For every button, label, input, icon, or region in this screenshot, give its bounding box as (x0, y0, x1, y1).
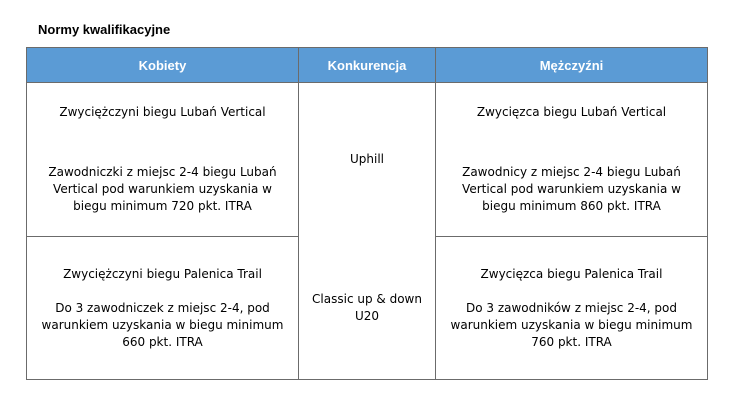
women-classic-cell (27, 237, 299, 380)
header-event: Konkurencja (299, 48, 436, 83)
table-row (27, 237, 708, 380)
men-classic-winner: Zwycięzca biegu Palenica Trail (480, 266, 663, 281)
men-uphill-places: Zawodnicy z miejsc 2-4 biegu Lubań Vertical pod warunkiem uzyskania w biegu minimum 860 pkt. ITRA (436, 143, 708, 237)
men-classic-cell (436, 237, 708, 380)
header-row (27, 48, 708, 83)
event-uphill: Uphill (299, 83, 436, 237)
women-uphill-places: Zawodniczki z miejsc 2-4 biegu Lubań Vertical pod warunkiem uzyskania w biegu minimum 720 pkt. ITRA (27, 143, 299, 237)
header-women: Kobiety (27, 48, 299, 83)
table-row (27, 83, 708, 143)
women-uphill-winner: Zwyciężczyni biegu Lubań Vertical (27, 83, 299, 143)
men-uphill-winner: Zwycięzca biegu Lubań Vertical (436, 83, 708, 143)
women-classic-winner: Zwyciężczyni biegu Palenica Trail (63, 266, 262, 281)
men-classic-places: Do 3 zawodników z miejsc 2-4, pod warunkiem uzyskania w biegu minimum 760 pkt. ITRA (450, 300, 693, 349)
header-men: Mężczyźni (436, 48, 708, 83)
event-classic: Classic up & down U20 (299, 237, 436, 380)
table-title: Normy kwalifikacyjne (38, 22, 171, 37)
qualification-table (26, 47, 708, 380)
women-classic-places: Do 3 zawodniczek z miejsc 2-4, pod warunkiem uzyskania w biegu minimum 660 pkt. ITRA (41, 300, 284, 349)
